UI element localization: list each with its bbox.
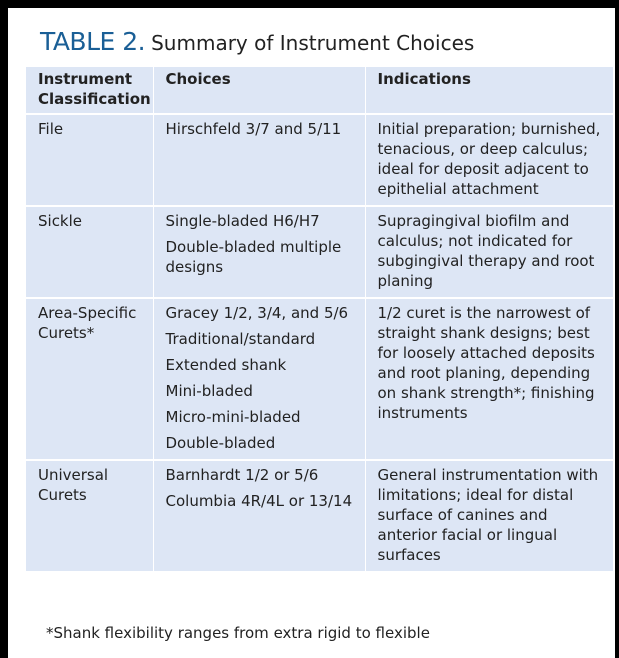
header-indications: Indications xyxy=(365,67,613,114)
table-row xyxy=(26,206,613,298)
choices-cell xyxy=(153,298,365,460)
classification-cell: Universal Curets xyxy=(26,460,153,572)
table-card xyxy=(8,8,615,658)
indications-cell: Initial preparation; burnished, tenacious, or deep calculus; ideal for deposit adjacent to epithelial attachment xyxy=(365,114,613,206)
choice-item: Barnhardt 1/2 or 5/6 xyxy=(165,466,319,484)
table-title xyxy=(40,24,474,63)
choice-item: Double-bladed xyxy=(165,434,276,452)
table-row xyxy=(26,460,613,572)
header-choices: Choices xyxy=(153,67,365,114)
choice-item: Mini-bladed xyxy=(165,382,253,400)
indications-cell: Supragingival biofilm and calculus; not indicated for subgingival therapy and root planing xyxy=(365,206,613,298)
header-classification: Instrument Classification xyxy=(26,67,153,114)
choice-item: Columbia 4R/4L or 13/14 xyxy=(165,492,353,510)
choice-item: Traditional/standard xyxy=(165,330,316,348)
table-footnote: *Shank flexibility ranges from extra rigid to flexible xyxy=(46,624,430,642)
classification-cell: Area-Specific Curets* xyxy=(26,298,153,460)
header-row xyxy=(26,67,613,114)
table-row xyxy=(26,298,613,460)
choice-item: Extended shank xyxy=(165,356,287,374)
classification-cell: File xyxy=(26,114,153,206)
choice-item: Double-bladed multiple designs xyxy=(165,238,342,276)
choices-cell xyxy=(153,114,365,206)
indications-cell: General instrumentation with limitations; ideal for distal surface of canines and anterior facial or lingual surfaces xyxy=(365,460,613,572)
classification-cell: Sickle xyxy=(26,206,153,298)
indications-cell: 1/2 curet is the narrowest of straight shank designs; best for loosely attached deposits and root planing, depending on shank strength*; finishing instruments xyxy=(365,298,613,460)
table-number: TABLE 2. xyxy=(40,27,146,56)
summary-table xyxy=(26,67,613,573)
table-row xyxy=(26,114,613,206)
choice-item: Single-bladed H6/H7 xyxy=(165,212,320,230)
choices-cell xyxy=(153,460,365,572)
choice-item: Hirschfeld 3/7 and 5/11 xyxy=(165,120,342,138)
table-caption: Summary of Instrument Choices xyxy=(151,31,475,55)
choices-cell xyxy=(153,206,365,298)
choice-item: Gracey 1/2, 3/4, and 5/6 xyxy=(165,304,349,322)
choice-item: Micro-mini-bladed xyxy=(165,408,301,426)
